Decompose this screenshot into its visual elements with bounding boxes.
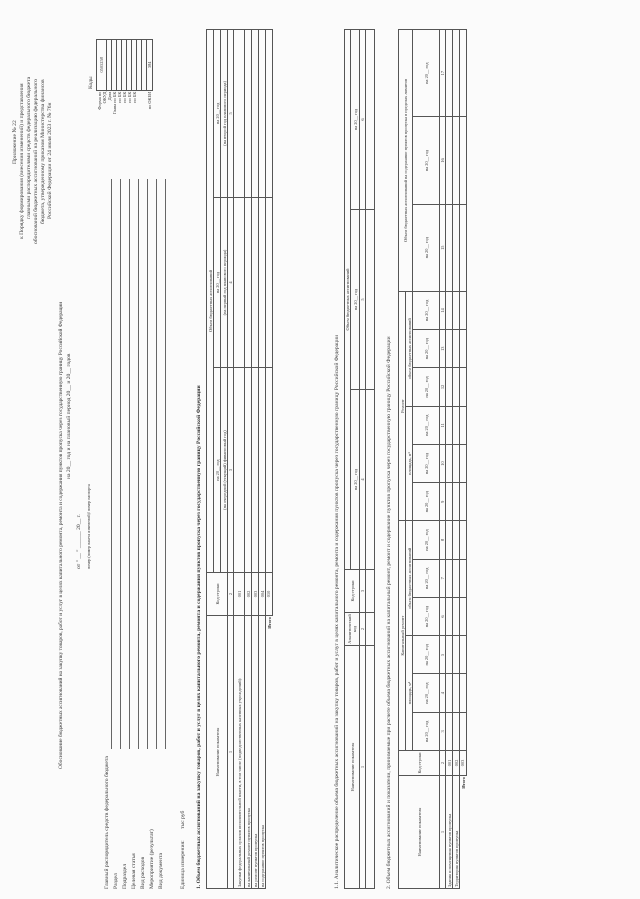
- code-label: Форма по ОКУД: [96, 91, 107, 110]
- col-number: 3: [228, 368, 234, 573]
- code-label: по БК: [126, 91, 132, 103]
- field-label: Целевая статья: [131, 853, 137, 889]
- document-title: Обоснование бюджетных ассигнований на закупку товаров, работ и услуг в целях капитального ремонта, ремонта и содержания пунктов пропуска через государственную границу Российской Федерации: [58, 301, 64, 769]
- col-number: 1: [360, 646, 366, 889]
- document-title-period: на 20__ год и на плановый период 20__ и 20__ годов: [66, 353, 72, 479]
- field-label: Вид расходов: [140, 856, 146, 889]
- col-head-name: Наименование показателя: [399, 776, 440, 889]
- col-year: на 20__ год: [351, 210, 360, 390]
- appendix-line-4: обоснований бюджетных ассигнований на реализацию федерального: [33, 78, 39, 244]
- code-label: по БК: [131, 91, 137, 103]
- col-number: 6: [440, 597, 446, 635]
- col-number: 16: [440, 117, 446, 204]
- unit-label: Единица измерения:: [180, 840, 186, 889]
- code-value: 384: [147, 40, 153, 91]
- table-row: [252, 30, 259, 889]
- table-row: [366, 30, 375, 889]
- col-year: на 20__ год: [413, 674, 440, 712]
- row-name: Здания и помещения пунктов пропуска: [446, 776, 453, 889]
- group-repair: Ремонт: [399, 291, 406, 521]
- field-label: Подраздел: [122, 863, 128, 889]
- section11-title: 1.1. Аналитическое распределение объема бюджетных ассигнований на закупку товаров, работ и услуг в целях капитального ремонта, ремонта и содержания пунктов пропуска через государственную границу Российской Федерации: [334, 334, 340, 889]
- col-number: 2: [228, 573, 234, 616]
- section1-table: [206, 29, 273, 889]
- col-number: 11: [440, 406, 446, 444]
- col-year-sub: (на очередной (текущий) финансовый год): [221, 368, 228, 573]
- section1-title: 1. Объем бюджетных ассигнований на закупку товаров, работ и услуг в целях капитального ремонта, ремонта и содержания пунктов пропуска через государственную границу Российской Федерации: [196, 385, 202, 889]
- col-year: на 20__ год: [413, 712, 440, 750]
- col-number: 9: [440, 483, 446, 521]
- col-year: на 20__ год: [413, 204, 440, 291]
- col-number: 17: [440, 30, 446, 117]
- table-row: [234, 30, 245, 889]
- row-code: 002: [245, 573, 252, 616]
- col-head-volume: Объем бюджетных ассигнований: [207, 30, 214, 573]
- field-label: Мероприятие (результат): [149, 829, 155, 889]
- col-year: на 20__ год: [413, 330, 440, 368]
- col-number: 8: [440, 521, 446, 559]
- col-year: на 20__ год: [413, 559, 440, 597]
- code-label: Глава по БК: [111, 91, 117, 115]
- col-number: 5: [228, 30, 234, 198]
- col-year: на 20__ год: [413, 483, 440, 521]
- col-year-sub: (на второй год планового периода): [221, 30, 228, 198]
- row-code: 002: [453, 751, 460, 776]
- col-number: 5: [360, 210, 366, 390]
- row-code: 004: [259, 573, 266, 616]
- col-number: 13: [440, 330, 446, 368]
- table-row: [453, 30, 460, 889]
- total-label: Итого: [460, 776, 467, 889]
- col-number: 3: [440, 712, 446, 750]
- row-name: Закупки федеральных органов исполнительной власти, в том числе (подведомственных казенных учреждений):: [234, 616, 245, 889]
- appendix-line-3: главными распорядителями средств федерального бюджета: [26, 76, 32, 219]
- col-year: на 20__ год: [413, 291, 440, 329]
- code-label: по БК: [116, 91, 122, 103]
- col-head-name: Наименование показателя: [207, 616, 228, 889]
- field-label: Вид документа: [158, 853, 164, 889]
- date-line: от " __ " ______ 20__ г.: [76, 514, 82, 569]
- field-label: Главный распорядитель средств федерального бюджета: [104, 756, 110, 889]
- section11-table: [344, 29, 375, 889]
- col-year: на 20__ год: [351, 390, 360, 570]
- col-head-code: Код строки: [207, 573, 228, 616]
- col-number: 12: [440, 368, 446, 406]
- col-head-volume: Объем бюджетных ассигнований: [345, 30, 351, 570]
- appendix-line-2: к Порядку формирования (внесения изменений) и представления: [19, 83, 25, 239]
- code-label: Дата: [106, 91, 112, 101]
- appendix-line-6: Российской Федерации от 24 июля 2023 г. № 76н: [47, 102, 53, 219]
- sub-area: площадь, м²: [406, 636, 413, 751]
- col-number: 7: [440, 559, 446, 597]
- sub-volume: объем бюджетных ассигнований: [406, 291, 413, 406]
- col-year: на 20__ год: [413, 117, 440, 204]
- col-year: на 20__ год: [214, 197, 221, 367]
- table-row: [245, 30, 252, 889]
- col-number: 10: [440, 444, 446, 482]
- unit-value: тыс руб: [180, 810, 186, 829]
- col-year: на 20__ год: [413, 368, 440, 406]
- col-number: 4: [360, 390, 366, 570]
- col-number: 3: [360, 570, 366, 613]
- date-caption: номер (номер пакета изменений)/ номер паспорта: [86, 484, 91, 569]
- col-year: на 20__ год: [413, 30, 440, 117]
- row-code: 001: [446, 751, 453, 776]
- table-row: [259, 30, 266, 889]
- table-row-total: [266, 30, 273, 889]
- col-head-analytic: Аналитический код: [345, 613, 360, 646]
- col-number: 4: [440, 674, 446, 712]
- code-label: по ОКЕИ: [147, 91, 152, 110]
- col-number: 6: [360, 30, 366, 210]
- group-capital-repair: Капитальный ремонт: [399, 521, 406, 751]
- col-number: 5: [440, 636, 446, 674]
- col-year: на 20__ год: [214, 30, 221, 198]
- section2-table: [398, 29, 467, 889]
- col-head-name: Наименование показателя: [345, 646, 360, 889]
- col-year: на 20__ год: [413, 597, 440, 635]
- row-name: на капитальный ремонт пунктов пропуска: [245, 616, 252, 889]
- total-code: 003: [460, 751, 467, 776]
- col-number: 2: [440, 751, 446, 776]
- col-number: 4: [228, 197, 234, 367]
- code-value: 0505258: [97, 40, 107, 91]
- row-code: 003: [252, 573, 259, 616]
- field-label: Раздел: [113, 873, 119, 889]
- section2-title: 2. Объем бюджетных ассигнований и показатели, принимаемые при расчете объема бюджетных ассигнований на капитальный ремонт, ремонт и содержание пунктов пропуска через государственную границу Российской Федерации: [386, 336, 392, 889]
- col-number: 14: [440, 291, 446, 329]
- col-number: 1: [228, 616, 234, 889]
- col-head-code: Код строки: [345, 570, 360, 613]
- row-code: 001: [234, 573, 245, 616]
- col-year: на 20__ год: [214, 368, 221, 573]
- col-number: 1: [440, 776, 446, 889]
- col-year: на 20__ год: [413, 636, 440, 674]
- row-name: Территория пунктов пропуска: [453, 776, 460, 889]
- appendix-line-5: бюджета, утвержденному приказом Министерства финансов: [40, 79, 46, 224]
- appendix-line-1: Приложение № 22: [12, 120, 18, 164]
- table-row-total: [460, 30, 467, 889]
- col-year: на 20__ год: [413, 521, 440, 559]
- row-name: на содержание пунктов пропуска: [259, 616, 266, 889]
- col-year: на 20__ год: [351, 30, 360, 210]
- col-number: 15: [440, 204, 446, 291]
- row-name: на ремонт пунктов пропуска: [252, 616, 259, 889]
- col-year: на 20__ год: [413, 444, 440, 482]
- col-year: на 20__ год: [413, 406, 440, 444]
- sub-area: площадь, м²: [406, 406, 413, 521]
- col-number: 2: [360, 613, 366, 646]
- group-maintenance: Объем бюджетных ассигнований на содержание пунктов пропуска в пределах лимитов: [399, 30, 413, 292]
- col-year-sub: (на первый год планового периода): [221, 197, 228, 367]
- codes-header: Коды: [88, 76, 94, 89]
- total-label: Итого: [266, 616, 273, 889]
- table-row: [446, 30, 453, 889]
- col-head-code: Код строки: [399, 751, 440, 776]
- code-label: по БК: [121, 91, 127, 103]
- total-code: 010: [266, 573, 273, 616]
- sub-volume: объем бюджетных ассигнований: [406, 521, 413, 636]
